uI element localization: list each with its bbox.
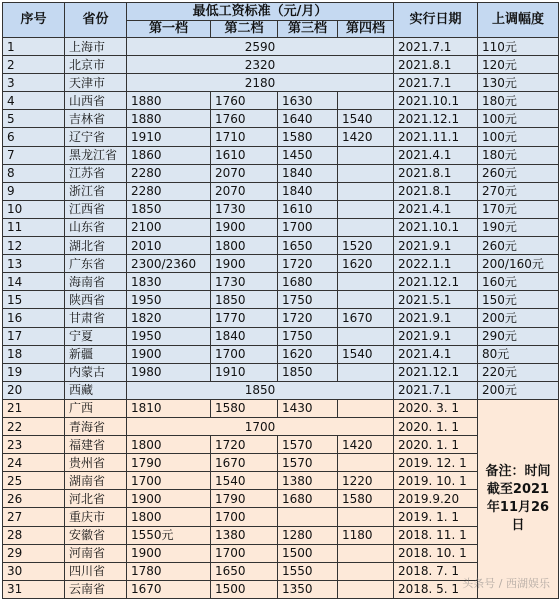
table-row bbox=[3, 327, 559, 345]
tier-1-cell: 1900 bbox=[127, 490, 211, 508]
tier-3-cell: 1630 bbox=[278, 92, 338, 110]
tier-1-cell: 1910 bbox=[127, 128, 211, 146]
tier-4-cell bbox=[338, 291, 394, 309]
date-cell: 2021.7.1 bbox=[394, 38, 478, 56]
tier-1-cell: 1780 bbox=[127, 562, 211, 580]
province-cell: 北京市 bbox=[65, 56, 127, 74]
header-increase: 上调幅度 bbox=[478, 3, 559, 38]
tier-3-cell: 1680 bbox=[278, 490, 338, 508]
tier-2-cell: 1650 bbox=[211, 562, 278, 580]
table-row bbox=[3, 399, 559, 417]
minimum-wage-table bbox=[2, 2, 559, 599]
province-cell: 黑龙江省 bbox=[65, 146, 127, 164]
province-cell: 甘肃省 bbox=[65, 309, 127, 327]
tier-3-cell: 1550 bbox=[278, 562, 338, 580]
tier-4-cell bbox=[338, 508, 394, 526]
tier-2-cell: 1610 bbox=[211, 146, 278, 164]
increase-cell: 130元 bbox=[478, 74, 559, 92]
tier-4-cell bbox=[338, 363, 394, 381]
increase-cell: 200/160元 bbox=[478, 255, 559, 273]
row-number: 19 bbox=[3, 363, 65, 381]
row-number: 31 bbox=[3, 580, 65, 598]
tier-3-cell: 1750 bbox=[278, 327, 338, 345]
increase-cell: 150元 bbox=[478, 291, 559, 309]
tier-3-cell bbox=[278, 508, 338, 526]
province-cell: 新疆 bbox=[65, 345, 127, 363]
province-cell: 贵州省 bbox=[65, 454, 127, 472]
header-tier-1: 第一档 bbox=[127, 21, 211, 38]
date-cell: 2018. 7. 1 bbox=[394, 562, 478, 580]
province-cell: 上海市 bbox=[65, 38, 127, 56]
tier-1-cell: 1810 bbox=[127, 399, 211, 417]
province-cell: 四川省 bbox=[65, 562, 127, 580]
tier-3-cell: 1650 bbox=[278, 237, 338, 255]
row-number: 12 bbox=[3, 237, 65, 255]
tier-4-cell bbox=[338, 164, 394, 182]
table-row bbox=[3, 74, 559, 92]
tier-3-cell: 1640 bbox=[278, 110, 338, 128]
tier-1-cell: 1550元 bbox=[127, 526, 211, 544]
merged-wage-cell: 2590 bbox=[127, 38, 394, 56]
tier-4-cell bbox=[338, 218, 394, 236]
table-header bbox=[3, 3, 559, 38]
date-cell: 2021.8.1 bbox=[394, 164, 478, 182]
tier-4-cell bbox=[338, 92, 394, 110]
date-cell: 2019. 1. 1 bbox=[394, 508, 478, 526]
table-row bbox=[3, 454, 559, 472]
table-row bbox=[3, 544, 559, 562]
tier-4-cell bbox=[338, 454, 394, 472]
header-tier-3: 第三档 bbox=[278, 21, 338, 38]
tier-3-cell: 1430 bbox=[278, 399, 338, 417]
table-row bbox=[3, 508, 559, 526]
province-cell: 江西省 bbox=[65, 200, 127, 218]
table-row bbox=[3, 490, 559, 508]
tier-3-cell: 1720 bbox=[278, 255, 338, 273]
tier-2-cell: 1730 bbox=[211, 200, 278, 218]
tier-4-cell: 1540 bbox=[338, 110, 394, 128]
tier-1-cell: 1670 bbox=[127, 580, 211, 598]
tier-4-cell bbox=[338, 562, 394, 580]
date-cell: 2021.10.1 bbox=[394, 92, 478, 110]
tier-1-cell: 1790 bbox=[127, 454, 211, 472]
tier-1-cell: 1950 bbox=[127, 327, 211, 345]
table-row bbox=[3, 255, 559, 273]
table-row bbox=[3, 56, 559, 74]
increase-cell: 290元 bbox=[478, 327, 559, 345]
tier-3-cell: 1280 bbox=[278, 526, 338, 544]
tier-3-cell: 1840 bbox=[278, 164, 338, 182]
province-cell: 福建省 bbox=[65, 436, 127, 454]
tier-4-cell bbox=[338, 544, 394, 562]
row-number: 18 bbox=[3, 345, 65, 363]
tier-2-cell: 1730 bbox=[211, 273, 278, 291]
province-cell: 内蒙古 bbox=[65, 363, 127, 381]
province-cell: 海南省 bbox=[65, 273, 127, 291]
table-row bbox=[3, 526, 559, 544]
tier-1-cell: 1950 bbox=[127, 291, 211, 309]
row-number: 27 bbox=[3, 508, 65, 526]
province-cell: 山东省 bbox=[65, 218, 127, 236]
tier-3-cell: 1750 bbox=[278, 291, 338, 309]
header-tier-2: 第二档 bbox=[211, 21, 278, 38]
table-row bbox=[3, 128, 559, 146]
tier-4-cell: 1420 bbox=[338, 436, 394, 454]
province-cell: 湖北省 bbox=[65, 237, 127, 255]
row-number: 23 bbox=[3, 436, 65, 454]
tier-4-cell: 1580 bbox=[338, 490, 394, 508]
row-number: 13 bbox=[3, 255, 65, 273]
merged-wage-cell: 1700 bbox=[127, 417, 394, 435]
header-province: 省份 bbox=[65, 3, 127, 38]
table-row bbox=[3, 472, 559, 490]
row-number: 5 bbox=[3, 110, 65, 128]
table-row bbox=[3, 38, 559, 56]
tier-4-cell: 1620 bbox=[338, 255, 394, 273]
date-cell: 2021.9.1 bbox=[394, 237, 478, 255]
date-cell: 2021.5.1 bbox=[394, 291, 478, 309]
table-row bbox=[3, 381, 559, 399]
row-number: 8 bbox=[3, 164, 65, 182]
tier-3-cell: 1570 bbox=[278, 454, 338, 472]
province-cell: 河北省 bbox=[65, 490, 127, 508]
province-cell: 广东省 bbox=[65, 255, 127, 273]
increase-cell: 180元 bbox=[478, 146, 559, 164]
province-cell: 云南省 bbox=[65, 580, 127, 598]
tier-2-cell: 2070 bbox=[211, 182, 278, 200]
tier-3-cell: 1570 bbox=[278, 436, 338, 454]
increase-cell: 180元 bbox=[478, 92, 559, 110]
tier-2-cell: 1700 bbox=[211, 508, 278, 526]
tier-2-cell: 1760 bbox=[211, 92, 278, 110]
tier-4-cell bbox=[338, 273, 394, 291]
tier-2-cell: 1500 bbox=[211, 580, 278, 598]
table-row bbox=[3, 345, 559, 363]
tier-1-cell: 1820 bbox=[127, 309, 211, 327]
tier-1-cell: 2100 bbox=[127, 218, 211, 236]
province-cell: 浙江省 bbox=[65, 182, 127, 200]
tier-2-cell: 1800 bbox=[211, 237, 278, 255]
tier-2-cell: 1670 bbox=[211, 454, 278, 472]
date-cell: 2021.7.1 bbox=[394, 74, 478, 92]
row-number: 22 bbox=[3, 417, 65, 435]
tier-3-cell: 1380 bbox=[278, 472, 338, 490]
row-number: 15 bbox=[3, 291, 65, 309]
date-cell: 2021.4.1 bbox=[394, 146, 478, 164]
province-cell: 河南省 bbox=[65, 544, 127, 562]
tier-3-cell: 1840 bbox=[278, 182, 338, 200]
row-number: 9 bbox=[3, 182, 65, 200]
tier-4-cell: 1220 bbox=[338, 472, 394, 490]
tier-1-cell: 1800 bbox=[127, 508, 211, 526]
row-number: 21 bbox=[3, 399, 65, 417]
increase-cell: 260元 bbox=[478, 237, 559, 255]
table-row bbox=[3, 273, 559, 291]
province-cell: 辽宁省 bbox=[65, 128, 127, 146]
tier-2-cell: 1760 bbox=[211, 110, 278, 128]
increase-cell: 220元 bbox=[478, 363, 559, 381]
date-cell: 2021.4.1 bbox=[394, 200, 478, 218]
tier-2-cell: 2070 bbox=[211, 164, 278, 182]
tier-2-cell: 1790 bbox=[211, 490, 278, 508]
row-number: 16 bbox=[3, 309, 65, 327]
note-cell: 备注：时间截至2021年11月26日 bbox=[478, 399, 559, 598]
header-seq: 序号 bbox=[3, 3, 65, 38]
tier-1-cell: 2280 bbox=[127, 182, 211, 200]
tier-3-cell: 1850 bbox=[278, 363, 338, 381]
row-number: 2 bbox=[3, 56, 65, 74]
increase-cell: 200元 bbox=[478, 309, 559, 327]
table-row bbox=[3, 182, 559, 200]
tier-3-cell: 1450 bbox=[278, 146, 338, 164]
date-cell: 2020. 1. 1 bbox=[394, 417, 478, 435]
row-number: 30 bbox=[3, 562, 65, 580]
date-cell: 2021.12.1 bbox=[394, 110, 478, 128]
tier-2-cell: 1720 bbox=[211, 436, 278, 454]
date-cell: 2018. 5. 1 bbox=[394, 580, 478, 598]
tier-4-cell bbox=[338, 327, 394, 345]
tier-1-cell: 1700 bbox=[127, 472, 211, 490]
tier-2-cell: 1910 bbox=[211, 363, 278, 381]
row-number: 10 bbox=[3, 200, 65, 218]
row-number: 28 bbox=[3, 526, 65, 544]
tier-3-cell: 1700 bbox=[278, 218, 338, 236]
tier-2-cell: 1540 bbox=[211, 472, 278, 490]
province-cell: 安徽省 bbox=[65, 526, 127, 544]
tier-1-cell: 1900 bbox=[127, 345, 211, 363]
date-cell: 2021.7.1 bbox=[394, 381, 478, 399]
header-tier-4: 第四档 bbox=[338, 21, 394, 38]
table-row bbox=[3, 200, 559, 218]
table-row bbox=[3, 110, 559, 128]
date-cell: 2021.12.1 bbox=[394, 363, 478, 381]
increase-cell: 80元 bbox=[478, 345, 559, 363]
date-cell: 2018. 10. 1 bbox=[394, 544, 478, 562]
increase-cell: 100元 bbox=[478, 110, 559, 128]
row-number: 29 bbox=[3, 544, 65, 562]
tier-2-cell: 1700 bbox=[211, 345, 278, 363]
province-cell: 陕西省 bbox=[65, 291, 127, 309]
date-cell: 2018. 11. 1 bbox=[394, 526, 478, 544]
date-cell: 2021.9.1 bbox=[394, 327, 478, 345]
table-row bbox=[3, 237, 559, 255]
tier-3-cell: 1680 bbox=[278, 273, 338, 291]
watermark: 头条号 / 西湖娱乐 bbox=[462, 577, 550, 590]
tier-3-cell: 1720 bbox=[278, 309, 338, 327]
date-cell: 2021.11.1 bbox=[394, 128, 478, 146]
tier-1-cell: 1880 bbox=[127, 110, 211, 128]
merged-wage-cell: 2320 bbox=[127, 56, 394, 74]
tier-2-cell: 1770 bbox=[211, 309, 278, 327]
row-number: 24 bbox=[3, 454, 65, 472]
province-cell: 江苏省 bbox=[65, 164, 127, 182]
tier-1-cell: 1850 bbox=[127, 200, 211, 218]
tier-3-cell: 1500 bbox=[278, 544, 338, 562]
table-row bbox=[3, 436, 559, 454]
tier-2-cell: 1700 bbox=[211, 544, 278, 562]
table-row bbox=[3, 363, 559, 381]
increase-cell: 170元 bbox=[478, 200, 559, 218]
province-cell: 重庆市 bbox=[65, 508, 127, 526]
date-cell: 2022.1.1 bbox=[394, 255, 478, 273]
tier-2-cell: 1840 bbox=[211, 327, 278, 345]
row-number: 25 bbox=[3, 472, 65, 490]
tier-3-cell: 1620 bbox=[278, 345, 338, 363]
date-cell: 2021.10.1 bbox=[394, 218, 478, 236]
merged-wage-cell: 1850 bbox=[127, 381, 394, 399]
tier-2-cell: 1900 bbox=[211, 218, 278, 236]
province-cell: 天津市 bbox=[65, 74, 127, 92]
tier-2-cell: 1710 bbox=[211, 128, 278, 146]
date-cell: 2020. 3. 1 bbox=[394, 399, 478, 417]
header-standard: 最低工资标准（元/月） bbox=[127, 3, 394, 21]
tier-4-cell: 1420 bbox=[338, 128, 394, 146]
table-row bbox=[3, 92, 559, 110]
tier-2-cell: 1900 bbox=[211, 255, 278, 273]
tier-1-cell: 1880 bbox=[127, 92, 211, 110]
row-number: 20 bbox=[3, 381, 65, 399]
row-number: 11 bbox=[3, 218, 65, 236]
date-cell: 2021.4.1 bbox=[394, 345, 478, 363]
row-number: 1 bbox=[3, 38, 65, 56]
tier-4-cell: 1540 bbox=[338, 345, 394, 363]
province-cell: 青海省 bbox=[65, 417, 127, 435]
row-number: 6 bbox=[3, 128, 65, 146]
increase-cell: 120元 bbox=[478, 56, 559, 74]
date-cell: 2021.8.1 bbox=[394, 182, 478, 200]
table-row bbox=[3, 146, 559, 164]
tier-1-cell: 1800 bbox=[127, 436, 211, 454]
tier-1-cell: 2280 bbox=[127, 164, 211, 182]
increase-cell: 110元 bbox=[478, 38, 559, 56]
date-cell: 2019.9.20 bbox=[394, 490, 478, 508]
row-number: 7 bbox=[3, 146, 65, 164]
table-row bbox=[3, 164, 559, 182]
tier-2-cell: 1380 bbox=[211, 526, 278, 544]
province-cell: 广西 bbox=[65, 399, 127, 417]
date-cell: 2021.12.1 bbox=[394, 273, 478, 291]
increase-cell: 190元 bbox=[478, 218, 559, 236]
tier-4-cell: 1520 bbox=[338, 237, 394, 255]
row-number: 26 bbox=[3, 490, 65, 508]
table-row bbox=[3, 309, 559, 327]
tier-3-cell: 1610 bbox=[278, 200, 338, 218]
date-cell: 2021.9.1 bbox=[394, 309, 478, 327]
row-number: 3 bbox=[3, 74, 65, 92]
tier-1-cell: 2010 bbox=[127, 237, 211, 255]
date-cell: 2020. 1. 1 bbox=[394, 436, 478, 454]
province-cell: 山西省 bbox=[65, 92, 127, 110]
province-cell: 吉林省 bbox=[65, 110, 127, 128]
increase-cell: 100元 bbox=[478, 128, 559, 146]
tier-1-cell: 1900 bbox=[127, 544, 211, 562]
row-number: 14 bbox=[3, 273, 65, 291]
tier-4-cell bbox=[338, 200, 394, 218]
date-cell: 2019. 10. 1 bbox=[394, 472, 478, 490]
province-cell: 湖南省 bbox=[65, 472, 127, 490]
province-cell: 西藏 bbox=[65, 381, 127, 399]
tier-1-cell: 1980 bbox=[127, 363, 211, 381]
header-date: 实行日期 bbox=[394, 3, 478, 38]
tier-2-cell: 1580 bbox=[211, 399, 278, 417]
row-number: 4 bbox=[3, 92, 65, 110]
tier-3-cell: 1350 bbox=[278, 580, 338, 598]
tier-1-cell: 1830 bbox=[127, 273, 211, 291]
tier-3-cell: 1580 bbox=[278, 128, 338, 146]
increase-cell: 270元 bbox=[478, 182, 559, 200]
tier-2-cell: 1850 bbox=[211, 291, 278, 309]
tier-4-cell bbox=[338, 182, 394, 200]
increase-cell: 260元 bbox=[478, 164, 559, 182]
tier-4-cell: 1180 bbox=[338, 526, 394, 544]
table-row bbox=[3, 218, 559, 236]
table-row bbox=[3, 291, 559, 309]
table-row bbox=[3, 417, 559, 435]
table-body bbox=[3, 38, 559, 599]
tier-4-cell bbox=[338, 399, 394, 417]
tier-1-cell: 2300/2360 bbox=[127, 255, 211, 273]
merged-wage-cell: 2180 bbox=[127, 74, 394, 92]
increase-cell: 200元 bbox=[478, 381, 559, 399]
province-cell: 宁夏 bbox=[65, 327, 127, 345]
tier-4-cell: 1670 bbox=[338, 309, 394, 327]
row-number: 17 bbox=[3, 327, 65, 345]
date-cell: 2019. 12. 1 bbox=[394, 454, 478, 472]
tier-4-cell bbox=[338, 146, 394, 164]
date-cell: 2021.8.1 bbox=[394, 56, 478, 74]
tier-4-cell bbox=[338, 580, 394, 598]
increase-cell: 160元 bbox=[478, 273, 559, 291]
tier-1-cell: 1860 bbox=[127, 146, 211, 164]
